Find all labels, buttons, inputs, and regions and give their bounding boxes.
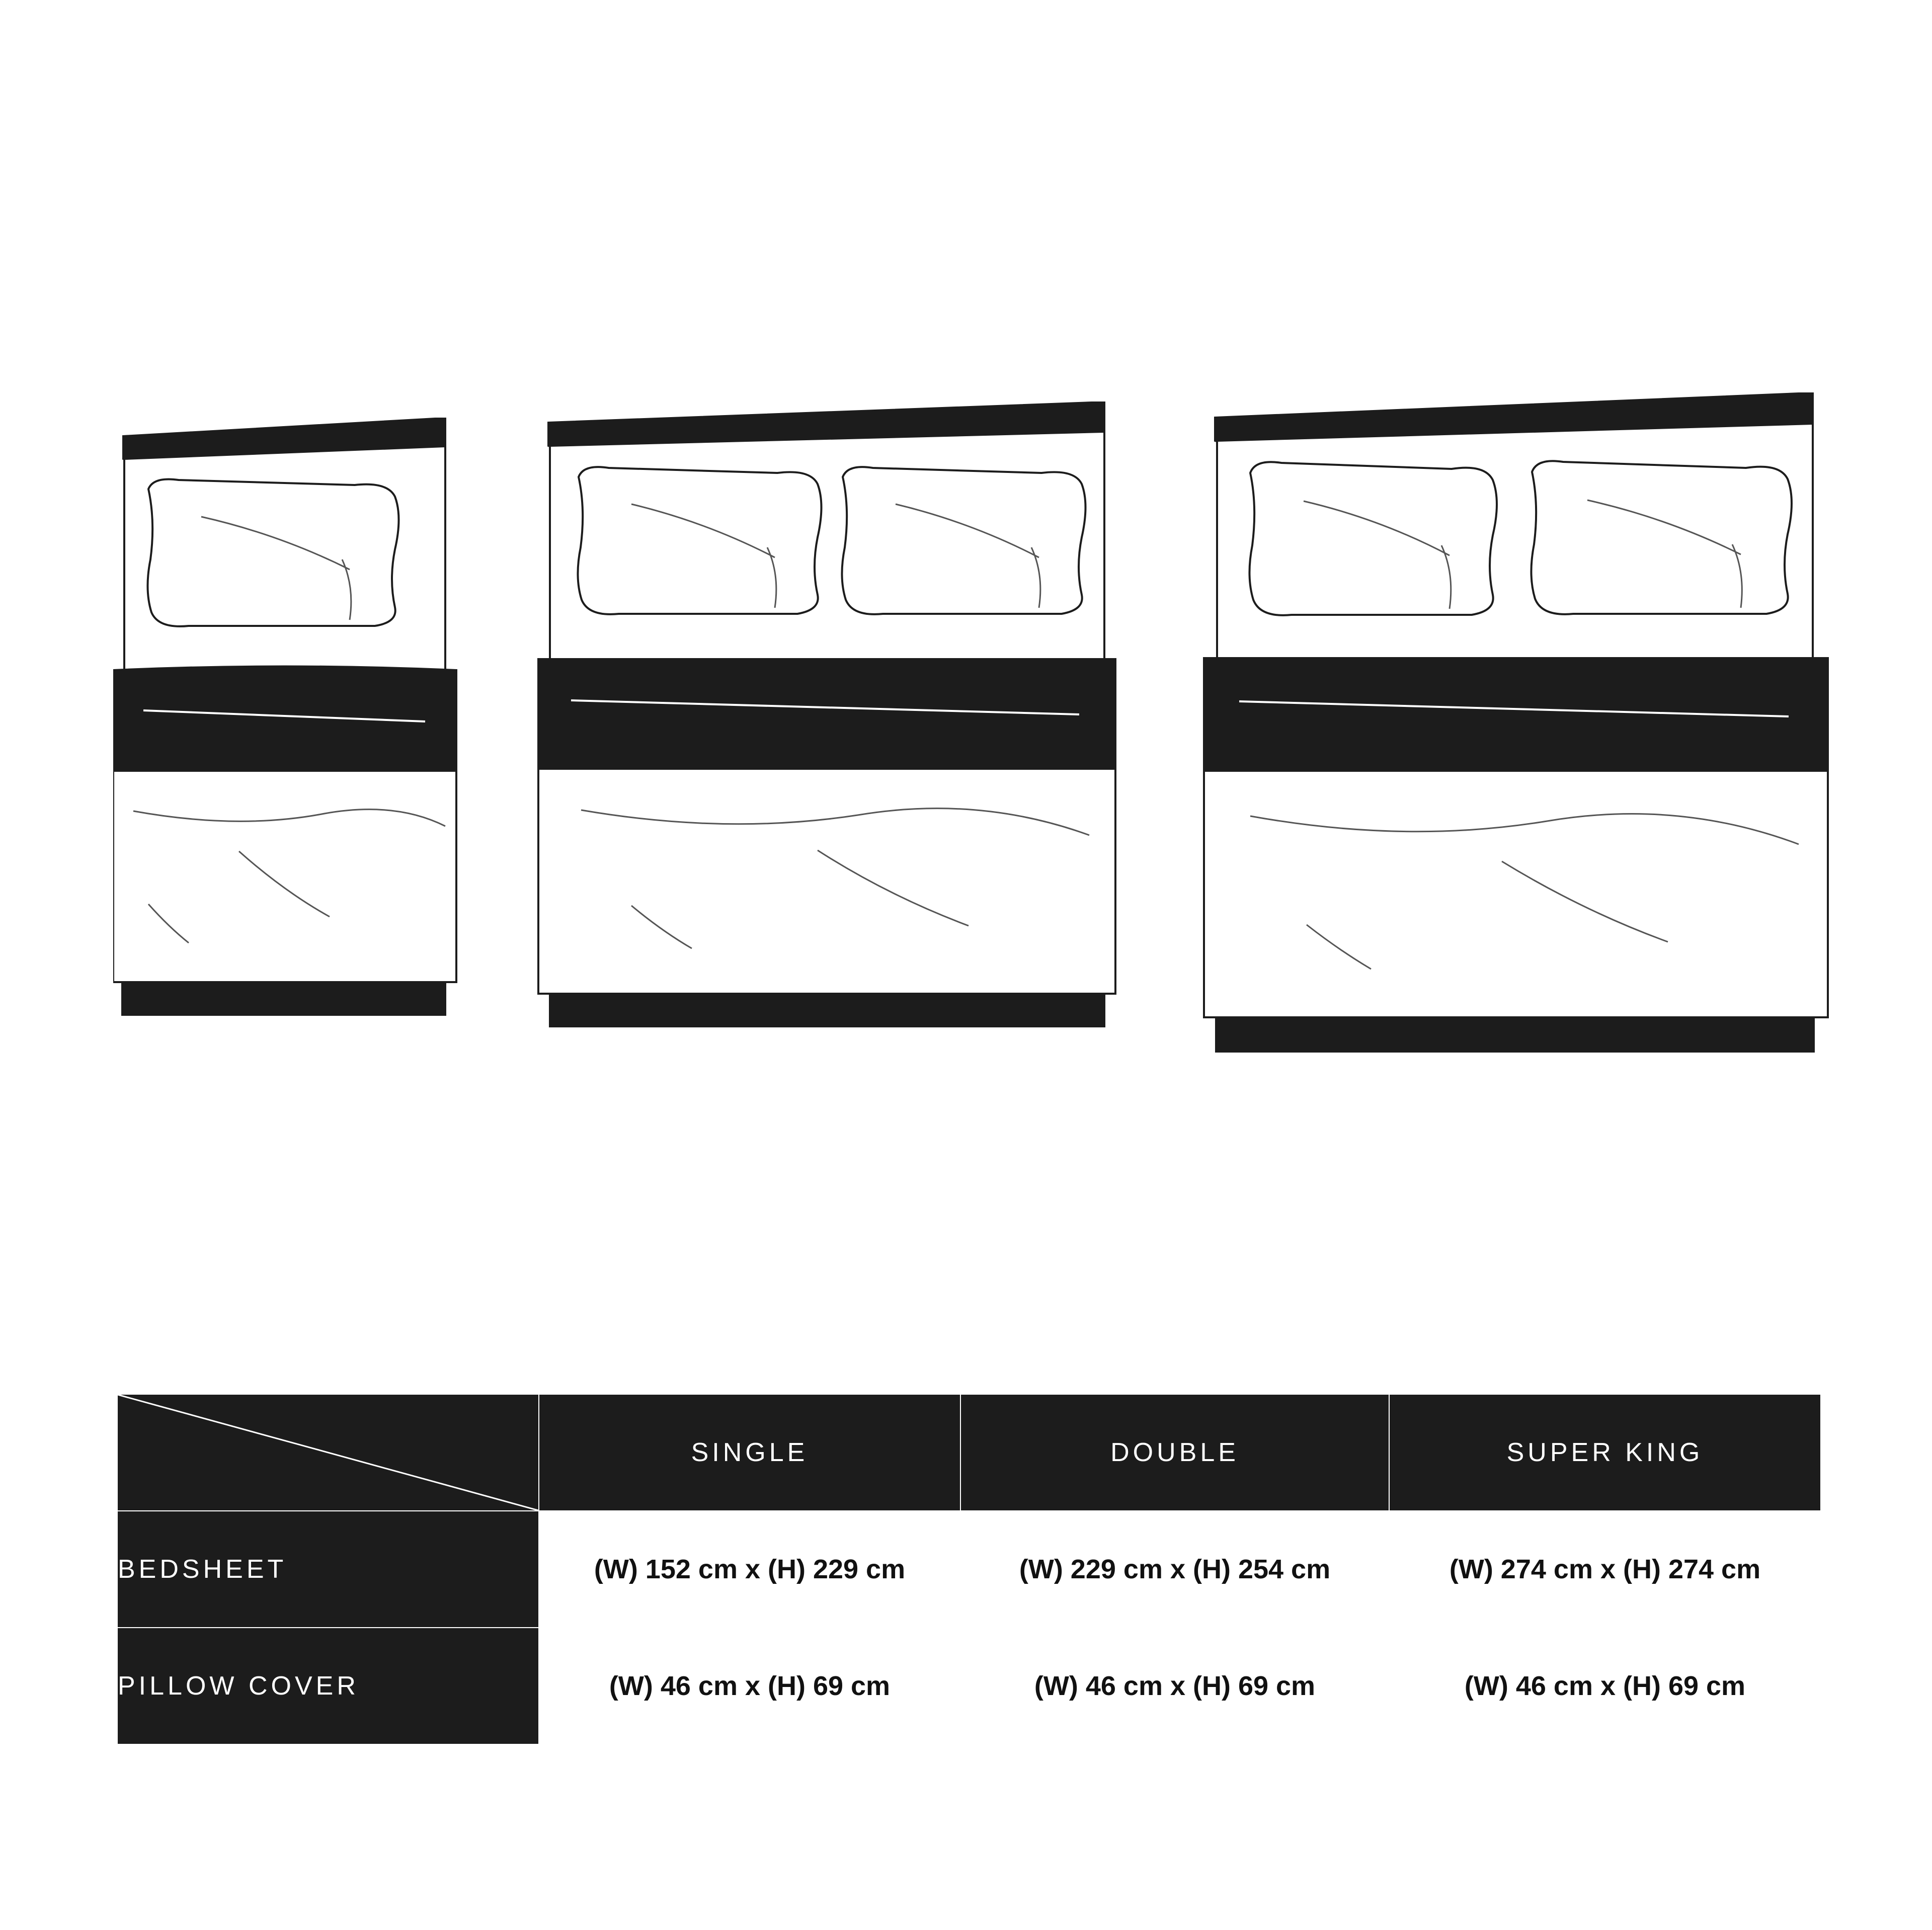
row-label-bedsheet: BEDSHEET [117,1511,539,1628]
bed-illustrations [0,372,1932,1127]
table-corner-cell [117,1394,539,1511]
column-header-super-king: SUPER KING [1389,1394,1821,1511]
cell-bedsheet-single: (W) 152 cm x (H) 229 cm [539,1511,960,1628]
table-header-row [117,1394,1821,1511]
cell-pillow-single: (W) 46 cm x (H) 69 cm [539,1628,960,1744]
table-row [117,1511,1821,1628]
cell-pillow-super-king: (W) 46 cm x (H) 69 cm [1389,1628,1821,1744]
super-king-bed-illustration [1200,382,1834,1082]
column-header-single: SINGLE [539,1394,960,1511]
single-bed-illustration [113,409,465,1037]
cell-pillow-double: (W) 46 cm x (H) 69 cm [960,1628,1389,1744]
size-chart-table [117,1394,1821,1745]
cell-bedsheet-super-king: (W) 274 cm x (H) 274 cm [1389,1511,1821,1628]
row-label-pillow-cover: PILLOW COVER [117,1628,539,1744]
table-row [117,1628,1821,1744]
cell-bedsheet-double: (W) 229 cm x (H) 254 cm [960,1511,1389,1628]
diagonal-slash-icon [118,1395,538,1510]
column-header-double: DOUBLE [960,1394,1389,1511]
double-bed-illustration [536,392,1124,1047]
